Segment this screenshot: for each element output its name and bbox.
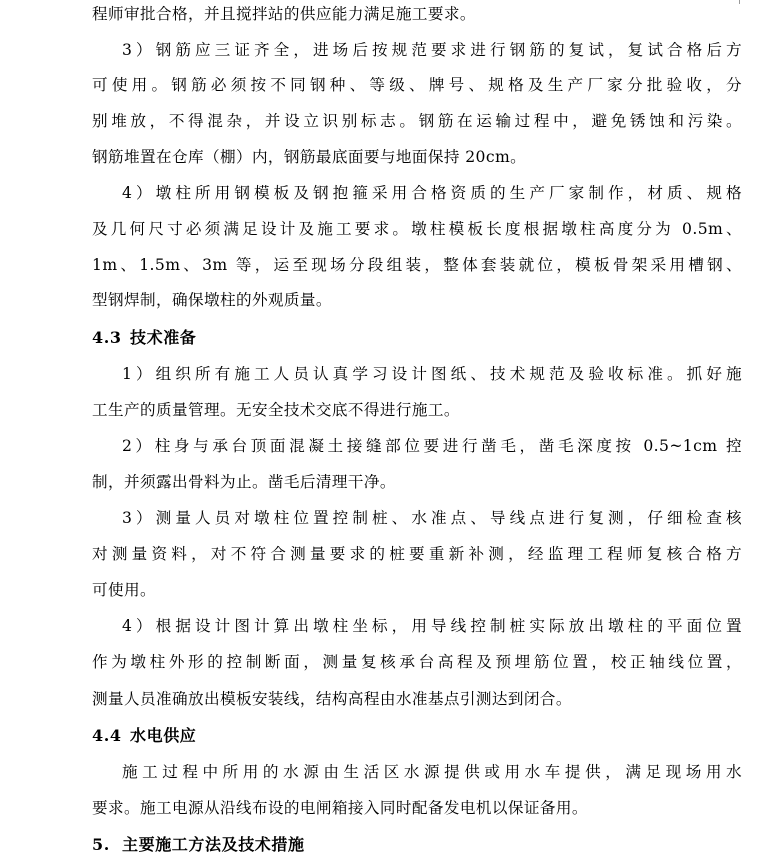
paragraph-line: 作为墩柱外形的控制断面，测量复核承台高程及预埋筋位置，校正轴线位置， bbox=[92, 653, 742, 671]
paragraph-line: 程师审批合格，并且搅拌站的供应能力满足施工要求。 bbox=[92, 5, 476, 23]
paragraph-line: 3）钢筋应三证齐全，进场后按规范要求进行钢筋的复试，复试合格后方 bbox=[122, 41, 742, 59]
paragraph-line: 2）柱身与承台顶面混凝土接缝部位要进行凿毛，凿毛深度按 0.5~1cm 控 bbox=[122, 437, 742, 455]
paragraph-line: 制，并须露出骨料为止。凿毛后清理干净。 bbox=[92, 473, 396, 491]
section-number: 5. bbox=[92, 835, 110, 854]
paragraph-line: 型钢焊制，确保墩柱的外观质量。 bbox=[92, 291, 332, 309]
section-heading bbox=[92, 327, 196, 349]
section-title: 主要施工方法及技术措施 bbox=[122, 835, 305, 854]
section-title: 水电供应 bbox=[130, 726, 197, 745]
paragraph-line: 钢筋堆置在仓库（棚）内，钢筋最底面要与地面保持 20cm。 bbox=[92, 148, 527, 166]
section-number: 4.4 bbox=[92, 726, 122, 745]
section-heading bbox=[92, 725, 196, 747]
paragraph-line: 可使用。 bbox=[92, 581, 156, 599]
section-number: 4.3 bbox=[92, 328, 122, 347]
paragraph-line: 4）墩柱所用钢模板及钢抱箍采用合格资质的生产厂家制作，材质、规格 bbox=[122, 184, 742, 202]
paragraph-line: 对测量资料，对不符合测量要求的桩要重新补测，经监理工程师复核合格方 bbox=[92, 545, 742, 563]
section-title: 技术准备 bbox=[130, 328, 197, 347]
paragraph-line: 施工过程中所用的水源由生活区水源提供或用水车提供，满足现场用水 bbox=[122, 763, 742, 781]
paragraph-line: 1m、1.5m、3m 等，运至现场分段组装，整体套装就位，模板骨架采用槽钢、 bbox=[92, 256, 742, 274]
paragraph-line: 4）根据设计图计算出墩柱坐标，用导线控制桩实际放出墩柱的平面位置 bbox=[122, 617, 742, 635]
paragraph-line: 可使用。钢筋必须按不同钢种、等级、牌号、规格及生产厂家分批验收，分 bbox=[92, 76, 742, 94]
paragraph-line: 及几何尺寸必须满足设计及施工要求。墩柱模板长度根据墩柱高度分为 0.5m、 bbox=[92, 220, 742, 238]
paragraph-line: 别堆放，不得混杂，并设立识别标志。钢筋在运输过程中，避免锈蚀和污染。 bbox=[92, 112, 742, 130]
paragraph-line: 1）组织所有施工人员认真学习设计图纸、技术规范及验收标准。抓好施 bbox=[122, 365, 742, 383]
paragraph-line: 测量人员准确放出模板安装线，结构高程由水准基点引测达到闭合。 bbox=[92, 690, 572, 708]
paragraph-line: 3）测量人员对墩柱位置控制桩、水准点、导线点进行复测，仔细检查核 bbox=[122, 509, 742, 527]
paragraph-line: 工生产的质量管理。无安全技术交底不得进行施工。 bbox=[92, 401, 460, 419]
paragraph-line: 要求。施工电源从沿线布设的电闸箱接入同时配备发电机以保证备用。 bbox=[92, 799, 588, 817]
